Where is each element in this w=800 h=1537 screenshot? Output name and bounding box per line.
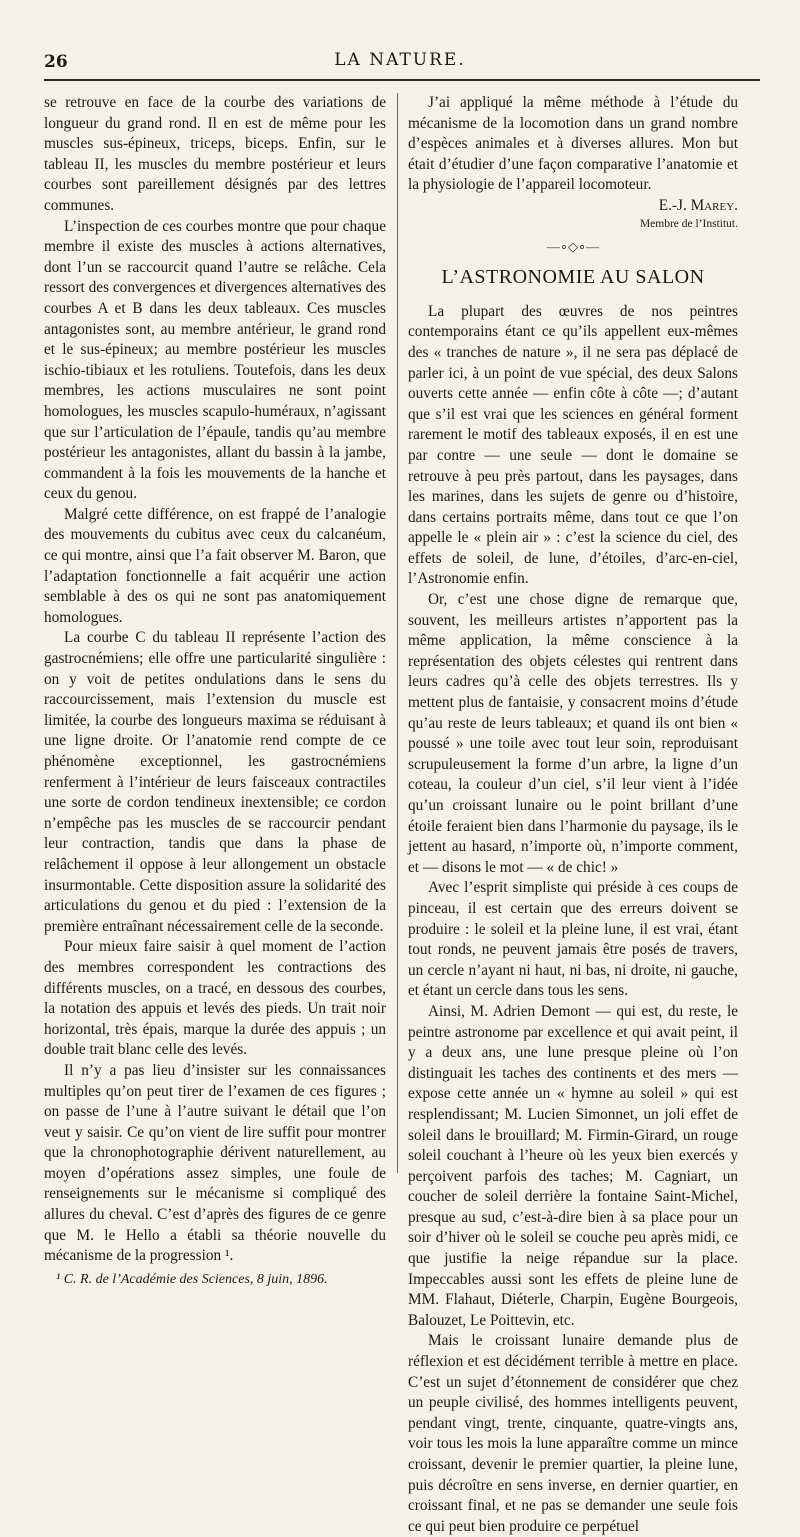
author-affiliation: Membre de l’Institut. (639, 217, 738, 230)
header-rule (44, 79, 760, 81)
paragraph: L’inspection de ces courbes montre que pour chaque membre il existe des muscles à actions alternatives, dont l’un se raccourcit quand l’autre se relâche. Cela ressort des convergences et divergences alternatives des courbes A et B dans les deux tableaux. Ces muscles antagonistes sont, au membre antérieur, le grand rond et le sus-épineux; au membre postérieur les muscles ischio-tibiaux et les rotuliens. Toutefois, dans les deux membres, les actions musculaires ne sont point homologues, les muscles scapulo-huméraux, n’agissant que sur l’articulation de l’épaule, tandis qu’au membre postérieur les antagonistes, allant du bassin à la jambe, commandent à la fois les mouvements de la hanche et ceux du genou. (44, 217, 386, 503)
paragraph: Or, c’est une chose digne de remarque que, souvent, les meilleurs artistes n’apportent pas la même application, la même conscience à la représentation des objets célestes qui rentrent dans leurs cadres qu’à celle des objets terrestres. Ils y mettent plus de fantaisie, y consacrent moins d’étude qu’au reste de leurs tableaux; et quand ils ont bien « poussé » une toile avec tout leur soin, reproduisant scrupuleusement la forme d’un arbre, la ligne d’un coteau, la couleur d’un ciel, s’il leur vient à l’idée qu’un croissant lunaire ou le point brillant d’une étoile feraient bien dans l’harmonie du paysage, ils le jettent au hasard, n’importe où, n’importe comment, et — disons le mot — « de chic! » (408, 591, 738, 876)
page-number: 26 (44, 52, 68, 72)
paragraph: La plupart des œuvres de nos peintres contemporains étant ce qu’ils appellent eux-mêmes des « tranches de nature », il ne sera pas déplacé de parler ici, à un point de vue spécial, des deux Salons ouverts cette année — enfin côte à côte —; d’autant que s’il est vrai que les sciences en général forment rarement le motif des tableaux exposés, il en est une par contre — une seule — dont le domaine se retrouve à peu près partout, dans les paysages, dans les marines, dans les sujets de genre ou d’histoire, dans certains portraits même, dans tout ce que l’on appelle le « plein air » : c’est la science du ciel, des effets de soleil, de lune, d’étoiles, d’arc-en-ciel, l’Astronomie enfin. (408, 302, 738, 588)
paragraph: Ainsi, M. Adrien Demont — qui est, du reste, le peintre astronome par excellence et qui avait peint, il y a deux ans, une lune presque pleine où l’on distinguait les taches des continents et des mers — expose cette année un « hymne au soleil » qui est resplendissant; M. Lucien Simonnet, un joli effet de soleil dans le brouillard; M. Firmin-Girard, un rouge soleil couchant à l’heure où les yeux bien exercés y perçoivent parfois des taches; M. Cagniart, un coucher de soleil derrière la fontaine Saint-Michel, presque au sud, c’est-à-dire bien à sa place pour un soir d’hiver où le soleil se couche peu après midi, ce que justifie la neige répandue sur la place. Impeccables aussi sont les effets de pleine lune de MM. Flahaut, Diéterle, Charpin, Eugène Bourgeois, Balouzet, Le Poittevin, etc. (408, 1002, 738, 1329)
paragraph: se retrouve en face de la courbe des variations de longueur du grand rond. Il en est de même pour les muscles sus-épineux, triceps, biceps. Enfin, sur le tableau II, les muscles du membre postérieur et leurs courbes sont pareillement désignés par des lettres communes. (44, 94, 386, 214)
paragraph: Avec l’esprit simpliste qui préside à ces coups de pinceau, il est certain que des erreurs doivent se produire : le soleil et la pleine lune, il est vrai, étant tout ronds, ne peuvent jamais être posés de travers, un cercle n’ayant ni haut, ni bas, ni droite, ni gauche, et étant un cercle dans tous les sens. (408, 879, 738, 1000)
author-signature (408, 196, 738, 217)
paragraph: Pour mieux faire saisir à quel moment de l’action des membres correspondent les contractions des différents muscles, on a tracé, en dessous des courbes, la notation des appuis et levés des pieds. Un trait noir horizontal, très épais, marque la durée des appuis ; un double trait blanc celle des levés. (44, 938, 386, 1059)
running-title: LA NATURE. (334, 50, 466, 70)
closing-paragraph: J’ai appliqué la même méthode à l’étude du mécanisme de la locomotion dans un grand nombre d’espèces animales et à diverses allures. Mon but était d’étudier d’une façon comparative l’anatomie et la physiologie de l’appareil locomoteur. (408, 94, 738, 194)
left-column (44, 93, 386, 1289)
author-name: E.-J. Marey. (658, 196, 738, 214)
paragraph: Malgré cette différence, on est frappé de l’analogie des mouvements du cubitus avec ceux du calcanéum, ce qui montre, ainsi que l’a fait observer M. Baron, que l’adaptation fonctionnelle a fait acquérir une action semblable à des os qui ne sont pas anatomiquement homologues. (44, 505, 386, 626)
separator-ornament: —∘◇∘— (546, 238, 600, 254)
right-column (408, 93, 738, 1537)
column-divider (397, 93, 398, 1173)
paragraph: La courbe C du tableau II représente l’action des gastrocnémiens; elle offre une particularité singulière : on y voit de petites ondulations dans le sens du raccourcissement, mais l’extension du muscle est limitée, la courbe des longueurs maxima se réduisant à une ligne droite. Or l’anatomie rend compte de ce phénomène exceptionnel, les gastrocnémiens renferment à l’intérieur de leurs faisceaux contractiles une sorte de cordon tendineux inextensible; ce cordon n’empêche pas les muscles de se raccourcir pendant leur contraction, tandis que dans la phase de relâchement il oppose à leur allongement un obstacle insurmontable. Cette disposition assure la solidarité des articulations du genou et du pied : l’extension de la première entraînant nécessairement celle de la seconde. (44, 629, 386, 935)
paragraph: Il n’y a pas lieu d’insister sur les connaissances multiples qu’on peut tirer de l’examen de ces figures ; on passe de l’une à l’autre suivant le détail que l’on veut y saisir. Ce qu’on vient de lire suffit pour montrer que la chronophotographie dérivent naturellement, au moyen d’opérations assez simples, une foule de renseignements sur le mécanisme si compliqué des allures du cheval. C’est d’après des figures de ce genre que M. le Hello a établi sa théorie nouvelle du mécanisme de la progression ¹. (44, 1061, 386, 1265)
paragraph: Mais le croissant lunaire demande plus de réflexion et est décidément terrible à mettre en place. C’est un sujet d’étonnement de considérer que chez un peuple civilisé, des hommes intelligents peuvent, pendant vingt, trente, cinquante, quatre-vingts ans, voir tous les mois la lune apparaître comme un mince croissant, devenir le premier quartier, la pleine lune, puis décroître en sens inverse, en dernier quartier, en croissant final, et ne pas se demander une seule fois ce qui peut bien produire ce perpétuel (408, 1332, 738, 1535)
footnote: ¹ C. R. de l’Académie des Sciences, 8 juin, 1896. (56, 1271, 328, 1287)
section-title: L’ASTRONOMIE AU SALON (441, 266, 705, 289)
